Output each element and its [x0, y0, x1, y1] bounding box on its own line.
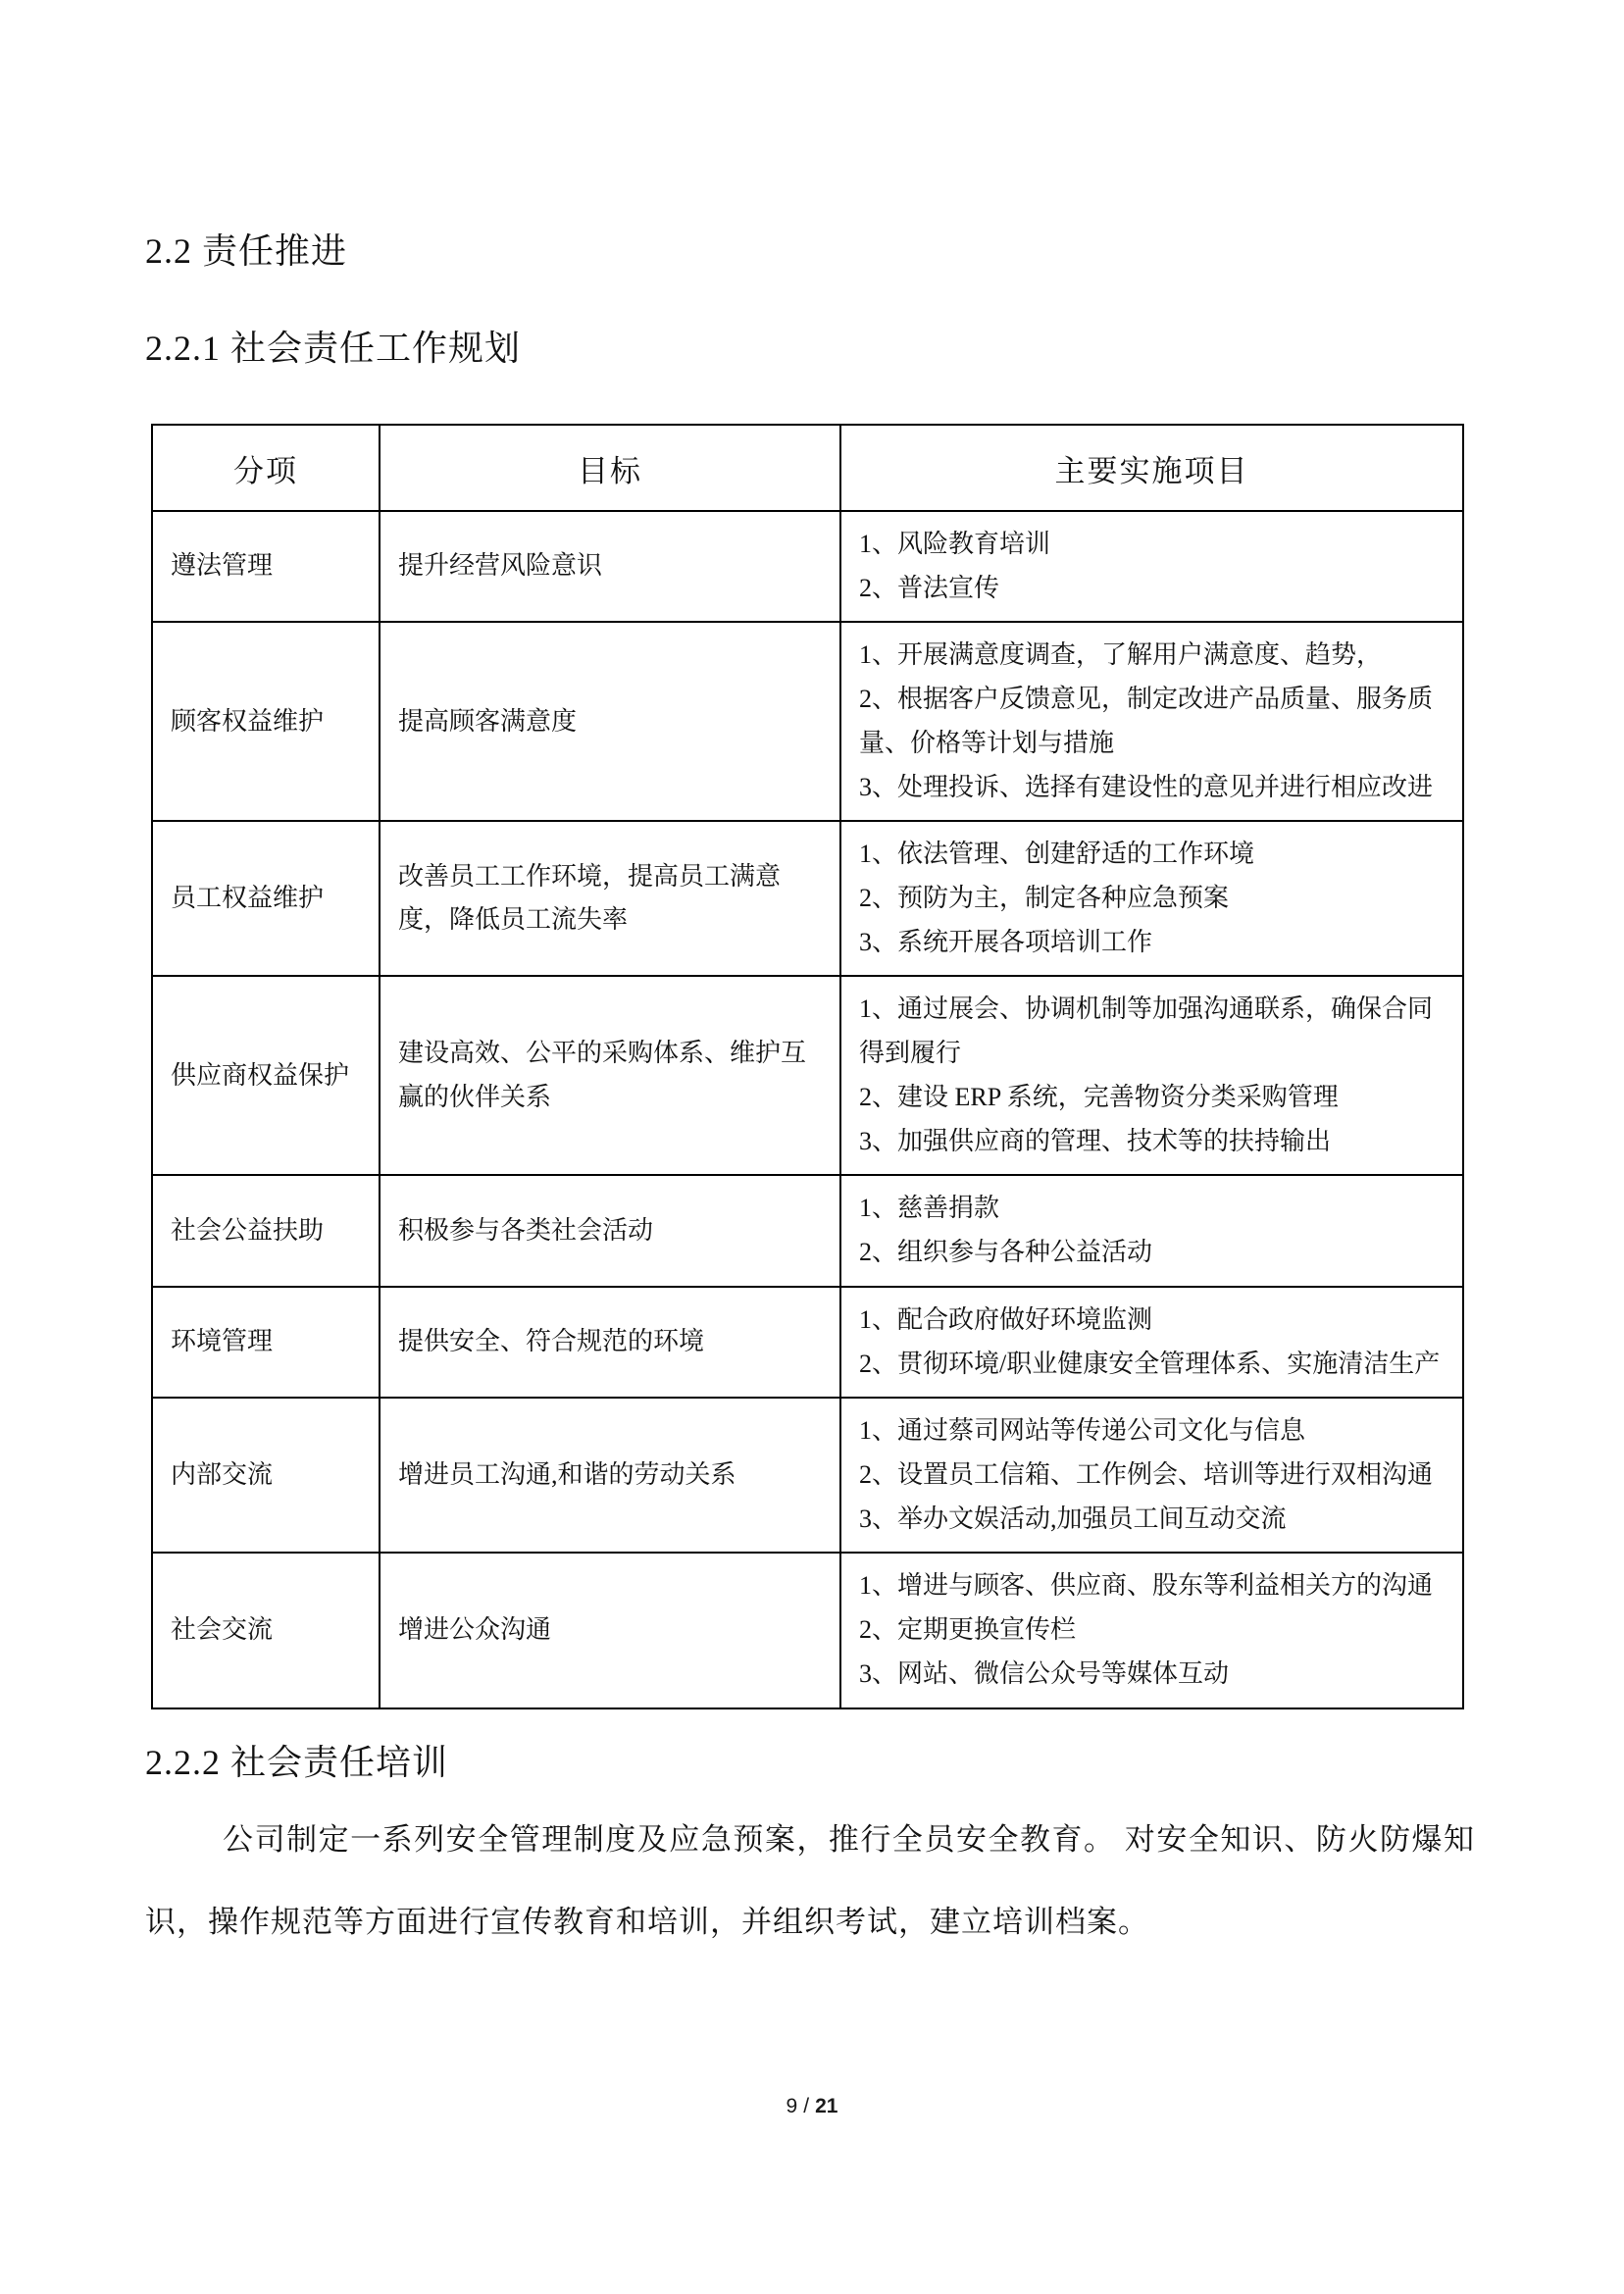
page-number-current: 9	[786, 2095, 798, 2117]
page-number-separator: /	[803, 2095, 810, 2117]
cell-item: 社会公益扶助	[152, 1175, 380, 1286]
project-item: 2、设置员工信箱、工作例会、培训等进行双相沟通	[859, 1459, 1434, 1489]
project-item: 3、加强供应商的管理、技术等的扶持输出	[859, 1126, 1332, 1155]
project-item: 1、通过蔡司网站等传递公司文化与信息	[859, 1416, 1306, 1446]
section-heading-2-2: 2.2 责任推进	[145, 231, 348, 271]
table-row	[152, 622, 1463, 821]
project-item: 1、开展满意度调查，了解用户满意度、趋势，	[859, 640, 1383, 670]
project-item: 2、建设 ERP 系统，完善物资分类采购管理	[859, 1082, 1339, 1111]
cell-item: 社会交流	[152, 1553, 380, 1708]
section-heading-2-2-2: 2.2.2 社会责任培训	[145, 1742, 449, 1782]
cell-item: 员工权益维护	[152, 821, 380, 976]
project-item: 3、处理投诉、选择有建设性的意见并进行相应改进	[859, 772, 1434, 801]
col-header-projects: 主要实施项目	[840, 425, 1463, 511]
table-header-row	[152, 425, 1463, 511]
cell-projects	[840, 511, 1463, 622]
project-item: 2、根据客户反馈意见，制定改进产品质量、服务质量、价格等计划与措施	[859, 685, 1434, 757]
cell-projects	[840, 1398, 1463, 1553]
cell-projects	[840, 976, 1463, 1175]
cell-item: 内部交流	[152, 1398, 380, 1553]
csr-plan-table-body	[152, 511, 1463, 1708]
table-row	[152, 1287, 1463, 1398]
cell-projects	[840, 821, 1463, 976]
project-item: 3、举办文娱活动,加强员工间互动交流	[859, 1504, 1287, 1533]
project-item: 3、网站、微信公众号等媒体互动	[859, 1658, 1230, 1688]
table-row	[152, 821, 1463, 976]
table-row	[152, 1398, 1463, 1553]
page-number-total: 21	[815, 2095, 838, 2117]
cell-item: 环境管理	[152, 1287, 380, 1398]
cell-goal: 增进公众沟通	[380, 1553, 840, 1708]
csr-plan-table	[151, 424, 1464, 1709]
cell-item: 顾客权益维护	[152, 622, 380, 821]
cell-goal: 积极参与各类社会活动	[380, 1175, 840, 1286]
cell-projects	[840, 622, 1463, 821]
section-heading-2-2-1: 2.2.1 社会责任工作规划	[145, 329, 522, 368]
project-item: 2、预防为主，制定各种应急预案	[859, 884, 1230, 913]
cell-projects	[840, 1287, 1463, 1398]
cell-item: 供应商权益保护	[152, 976, 380, 1175]
cell-goal: 提升经营风险意识	[380, 511, 840, 622]
table-row	[152, 1175, 1463, 1286]
col-header-item: 分项	[152, 425, 380, 511]
body-paragraph: 公司制定一系列安全管理制度及应急预案，推行全员安全教育。 对安全知识、防火防爆知识，操作规范等方面进行宣传教育和培训，并组织考试，建立培训档案。	[145, 1821, 1475, 1939]
project-item: 1、慈善捐款	[859, 1194, 1000, 1223]
table-row	[152, 511, 1463, 622]
cell-goal: 增进员工沟通,和谐的劳动关系	[380, 1398, 840, 1553]
page-footer	[0, 2095, 1624, 2118]
project-item: 3、系统开展各项培训工作	[859, 927, 1153, 956]
table-row	[152, 1553, 1463, 1708]
cell-goal: 改善员工工作环境，提高员工满意度，降低员工流失率	[380, 821, 840, 976]
cell-item: 遵法管理	[152, 511, 380, 622]
cell-goal: 建设高效、公平的采购体系、维护互赢的伙伴关系	[380, 976, 840, 1175]
project-item: 1、通过展会、协调机制等加强沟通联系，确保合同得到履行	[859, 994, 1434, 1068]
col-header-goal: 目标	[380, 425, 840, 511]
project-item: 1、风险教育培训	[859, 530, 1051, 558]
cell-projects	[840, 1175, 1463, 1286]
project-item: 1、依法管理、创建舒适的工作环境	[859, 840, 1255, 869]
project-item: 1、增进与顾客、供应商、股东等利益相关方的沟通	[859, 1571, 1434, 1601]
cell-goal: 提供安全、符合规范的环境	[380, 1287, 840, 1398]
cell-goal: 提高顾客满意度	[380, 622, 840, 821]
project-item: 2、定期更换宣传栏	[859, 1615, 1077, 1645]
project-item: 2、组织参与各种公益活动	[859, 1238, 1153, 1267]
project-item: 2、普法宣传	[859, 573, 1000, 602]
project-item: 1、配合政府做好环境监测	[859, 1304, 1153, 1334]
table-row	[152, 976, 1463, 1175]
cell-projects	[840, 1553, 1463, 1708]
project-item: 2、贯彻环境/职业健康安全管理体系、实施清洁生产	[859, 1349, 1441, 1378]
